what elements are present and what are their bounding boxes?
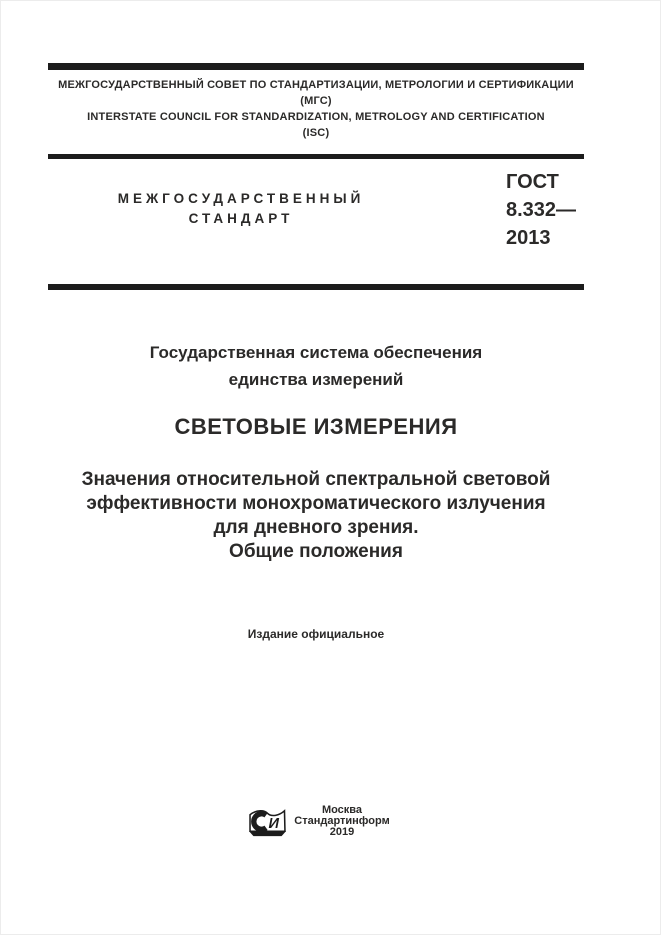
council-abbr-en: (ISC): [302, 127, 330, 139]
logo-letter-i: И: [268, 815, 279, 832]
title-subject-line2: эффективности монохроматического излучения: [86, 493, 546, 514]
council-header: [48, 77, 584, 141]
title-subject-line4: Общие положения: [229, 541, 403, 562]
imprint-year: 2019: [329, 826, 355, 838]
edition-note: Издание официальное: [247, 627, 385, 641]
council-name-ru: МЕЖГОСУДАРСТВЕННЫЙ СОВЕТ ПО СТАНДАРТИЗАЦИИ, МЕТРОЛОГИИ И СЕРТИФИКАЦИИ: [58, 79, 574, 91]
middle-rule-upper: [48, 154, 584, 159]
standard-type-line2: СТАНДАРТ: [188, 211, 294, 226]
standard-type: [48, 189, 434, 229]
imprint-city: Москва: [321, 804, 363, 816]
middle-rule-lower: [48, 284, 584, 290]
title-main: СВЕТОВЫЕ ИЗМЕРЕНИЯ: [174, 414, 458, 439]
title-subject-line1: Значения относительной спектральной световой: [81, 469, 551, 490]
council-abbr-ru: (МГС): [300, 95, 332, 107]
title-system-line2: единства измерений: [228, 370, 404, 389]
standard-type-line1: МЕЖГОСУДАРСТВЕННЫЙ: [117, 191, 365, 206]
title-system-group: [48, 339, 584, 393]
title-system-line1: Государственная система обеспечения: [149, 343, 483, 362]
standard-designation-prefix: ГОСТ: [506, 171, 559, 193]
standard-designation-number: 8.332—: [506, 199, 577, 221]
top-rule: [48, 63, 584, 70]
imprint: [282, 805, 402, 838]
title-subject-line3: для дневного зрения.: [213, 517, 419, 538]
council-name-en: INTERSTATE COUNCIL FOR STANDARDIZATION, METROLOGY AND CERTIFICATION: [87, 111, 545, 123]
imprint-publisher: Стандартинформ: [294, 815, 390, 827]
standard-designation-year: 2013: [506, 227, 551, 249]
standard-designation: [506, 168, 596, 252]
title-subject: [48, 468, 584, 564]
